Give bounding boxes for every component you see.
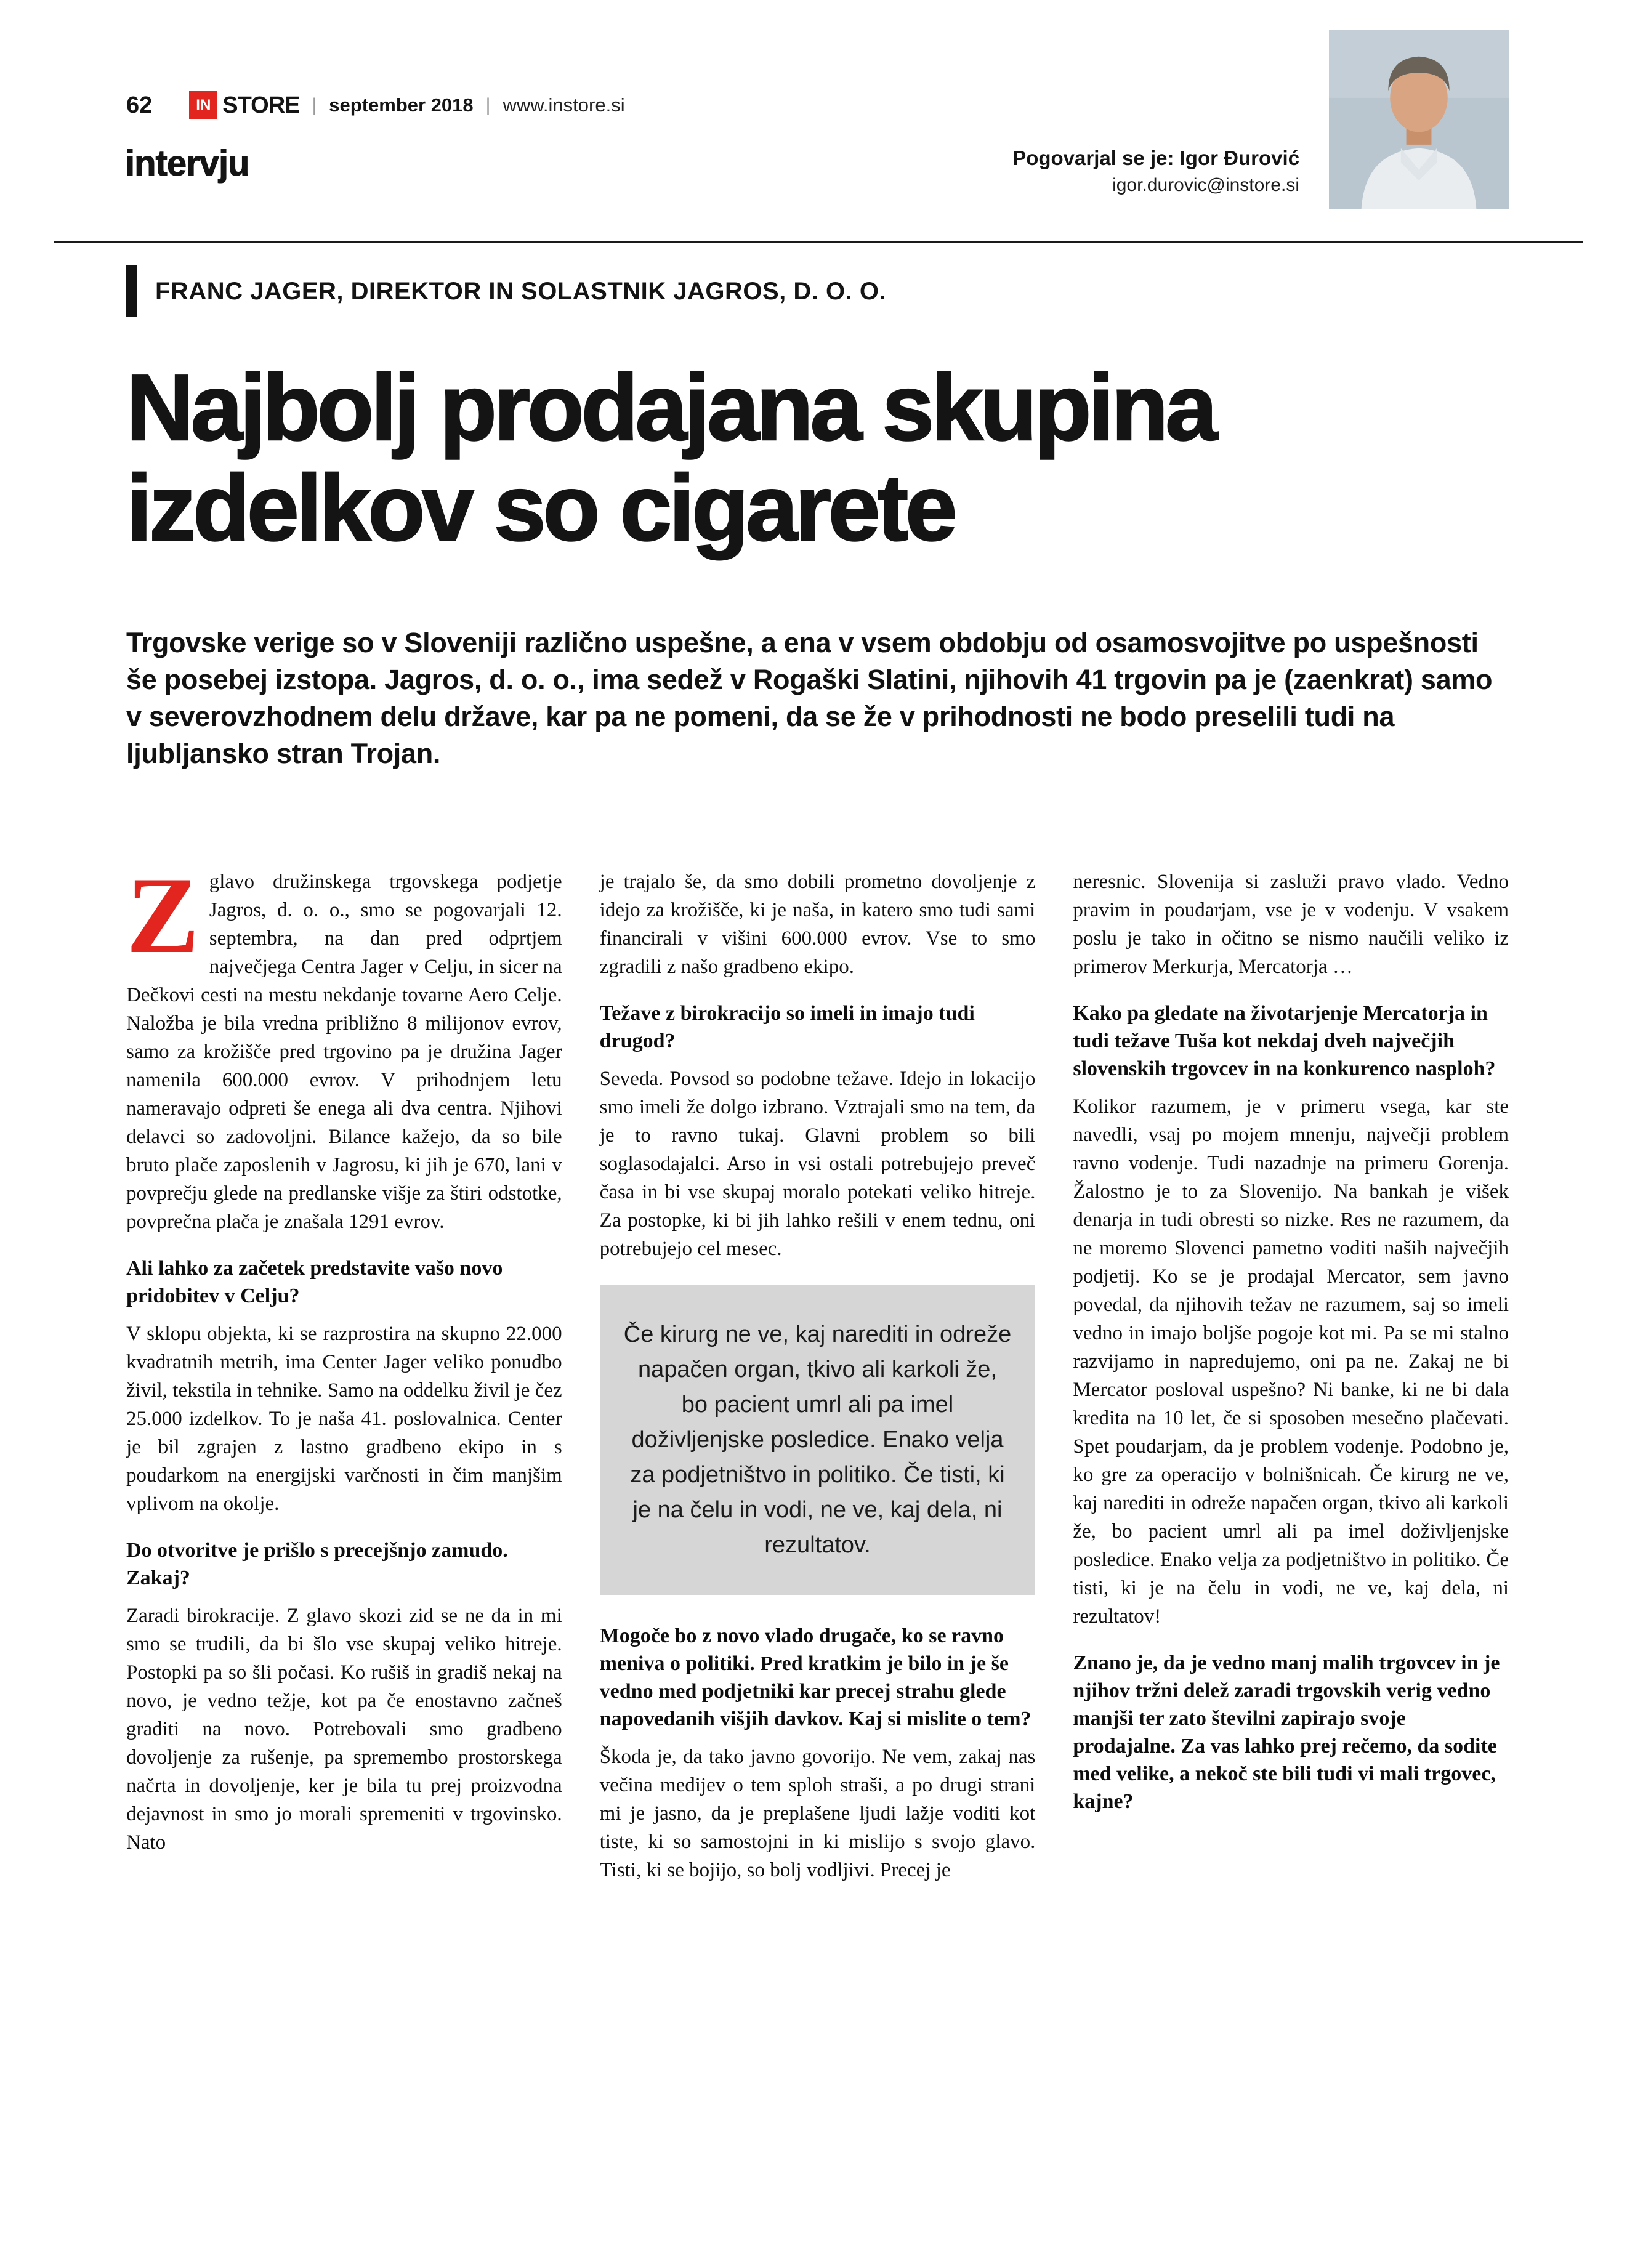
article-kicker: FRANC JAGER, DIREKTOR IN SOLASTNIK JAGROS, D. O. O.: [155, 277, 887, 305]
article-column-1: [126, 854, 581, 1899]
article-column-3: [1054, 868, 1509, 1899]
masthead-top-row: [126, 91, 625, 119]
body-paragraph: je trajalo še, da smo dobili prometno dovoljenje z idejo za krožišče, ki je naša, in katero smo tudi sami financirali v višini 600.000 evrov. Vse to smo zgradili z našo gradbeno ekipo.: [599, 870, 1036, 978]
pull-quote: Če kirurg ne ve, kaj narediti in odreže napačen organ, tkivo ali karkoli že, bo pacient umrl ali pa imel doživljenjske posledice. Enako velja za podjetništvo in politiko. Če tisti, ki je na čelu in vodi, ne ve, kaj dela, ni rezultatov.: [600, 1285, 1036, 1595]
question-subhead: Kako pa gledate na životarjenje Mercatorja in tudi težave Tuša kot nekdaj dveh največjih slovenskih trgovcev in na konkurenco nasploh?: [1073, 1001, 1496, 1080]
body-paragraph: Zaradi birokracije. Z glavo skozi zid se ne da in mi smo se trudili, da bi šlo vse skupaj veliko hitreje. Postopki pa so šli počasi. Ko rušiš in gradiš nekaj na novo, je vedno težje, kot pa če enostavno začneš graditi na novo. Potrebovali smo gradbeno dovoljenje za rušenje, pa spremembo prostorskega načrta in dovoljenje, ker je bila tu prej proizvodna dejavnost in smo jo morali spremeniti v trgovinsko. Nato: [126, 1604, 562, 1854]
separator: |: [485, 95, 491, 115]
kicker-row: [126, 265, 1509, 317]
instore-logo-badge: IN: [189, 91, 217, 119]
person-photo-placeholder: [1329, 30, 1509, 209]
separator: |: [312, 95, 317, 115]
question-subhead: Težave z birokracijo so imeli in imajo tudi drugod?: [599, 1001, 975, 1052]
kicker-bar: [126, 265, 137, 317]
question-subhead: Do otvoritve je prišlo s precejšnjo zamudo. Zakaj?: [126, 1538, 508, 1589]
body-paragraph: Škoda je, da tako javno govorijo. Ne vem, zakaj nas večina medijev o tem sploh straši, a po drugi strani mi je jasno, da je preplašene ljudi lažje voditi kot tiste, ki so samostojni in ki mislijo s svojo glavo. Tisti, ki se bojijo, so bolj vodljivi. Precej je: [599, 1745, 1036, 1881]
interviewer-portrait: [1329, 30, 1509, 209]
header-rule: [54, 241, 1583, 243]
instore-logo: [189, 91, 299, 119]
page-number: 62: [126, 92, 153, 118]
article-headline: Najbolj prodajana skupina izdelkov so cigarete: [126, 355, 1214, 560]
body-paragraph: Seveda. Povsod so podobne težave. Idejo in lokacijo smo imeli že dolgo izbrano. Vztrajali smo na tem, da je to ravno tukaj. Glavni problem so bili soglasodajalci. Arso in vsi ostali potrebujejo preveč časa in bi vse skupaj moralo potekati veliko hitreje. Za postopke, ki bi jih lahko rešili v enem tednu, oni potrebujejo cel mesec.: [599, 1067, 1036, 1260]
issue-date: september 2018: [329, 94, 474, 116]
article-columns: [126, 854, 1509, 1899]
question-subhead: Mogoče bo z novo vlado drugače, ko se ravno meniva o politiki. Pred kratkim je bilo in je še vedno med podjetniki kar precej strahu glede napovedanih višjih davkov. Kaj si mislite o tem?: [599, 1624, 1031, 1730]
drop-cap: Z: [126, 854, 200, 976]
interviewer-email: igor.durovic@instore.si: [1112, 175, 1299, 195]
body-paragraph: neresnic. Slovenija si zasluži pravo vlado. Vedno pravim in poudarjam, vse je v vodenju. V vsakem poslu je tako in očitno se nismo naučili veliko iz primerov Merkurja, Mercatorja …: [1073, 870, 1509, 978]
paragraph-text: glavo družinskega trgovskega podjetje Jagros, d. o. o., smo se pogovarjali 12. septembra, na dan pred odprtjem največjega Centra Jager v Celju, in sicer na Dečkovi cesti na mestu nekdanje tovarne Aero Celje. Naložba je bila vredna približno 8 milijonov evrov, samo za krožišče pred trgovino pa je družina Jager namenila 600.000 evrov. V prihodnjem letu nameravajo odpreti še enega ali dva centra. Njihovi delavci so zadovoljni. Bilance kažejo, da so bile bruto plače zaposlenih v Jagrosu, ki jih je 670, lani v povprečju glede na predlanske višje za štiri odstotke, povprečna plača je znašala 1291 evrov.: [126, 870, 562, 1233]
body-paragraph: Kolikor razumem, je v primeru vsega, kar ste navedli, vsaj po mojem mnenju, največji problem ravno vodenje. Tudi nazadnje na primeru Gorenja. Žalostno je to za Slovenijo. Na bankah je višek denarja in tudi obresti so nizke. Res ne razumem, da ne moremo Slovenci pametno voditi naših največjih podjetij. Ko se je prodajal Mercator, sem javno povedal, da njihovih težav ne razumem, saj so imeli vedno in imajo boljše pogoje kot mi. Pa se mi stalno razvijamo in napredujemo, oni pa ne. Zakaj ne bi Mercator posloval uspešno? Ni banke, ki ne bi dala kredita na 10 let, če si sposoben mesečno plačevati. Spet poudarjam, da je problem vodenje. Podobno je, ko gre za operacijo v bolnišnicah. Če kirurg ne ve, kaj narediti in odreže napačen organ, tkivo ali karkoli že, bo pacient umrl ali pa imel doživljenjske posledice. Enako velja za podjetništvo in politiko. Če tisti, ki je na čelu in vodi, ne ve, kaj dela, ni rezultatov!: [1073, 1095, 1509, 1628]
interviewer-name: Pogovarjal se je: Igor Đurović: [1012, 147, 1299, 169]
article: [0, 265, 1635, 1899]
instore-logo-name: STORE: [222, 92, 300, 118]
body-paragraph: V sklopu objekta, ki se razprostira na skupno 22.000 kvadratnih metrih, ima Center Jager veliko ponudbo živil, tekstila in tehnike. Samo na oddelku živil je čez 25.000 izdelkov. To je naša 41. poslovalnica. Center je bil zgrajen z lastno gradbeno ekipo in s poudarkom na energijski varčnosti in čim manjšim vplivom na okolje.: [126, 1322, 562, 1515]
section-title: intervju: [125, 143, 249, 184]
body-paragraph: [126, 854, 562, 1236]
masthead: [0, 0, 1635, 243]
article-column-2: [581, 868, 1054, 1899]
article-lead: Trgovske verige so v Sloveniji različno uspešne, a ena v vsem obdobju od osamosvojitve po uspešnosti še posebej izstopa. Jagros, d. o. o., ima sedež v Rogaški Slatini, njihovih 41 trgovin pa je (zaenkrat) samo v severovzhodnem delu države, kar pa ne pomeni, da se že v prihodnosti ne bodo preselili tudi na ljubljansko stran Trojan.: [126, 627, 1493, 769]
interviewer-credit: [1012, 147, 1299, 196]
website-url: www.instore.si: [503, 94, 625, 116]
question-subhead: Znano je, da je vedno manj malih trgovcev in je njihov tržni delež zaradi trgovskih verig vedno manjši ter zato številni zapirajo svoje prodajalne. Za vas lahko prej rečemo, da sodite med velike, a nekoč ste bili tudi vi mali trgovec, kajne?: [1073, 1651, 1500, 1813]
question-subhead: Ali lahko za začetek predstavite vašo novo pridobitev v Celju?: [126, 1256, 503, 1307]
